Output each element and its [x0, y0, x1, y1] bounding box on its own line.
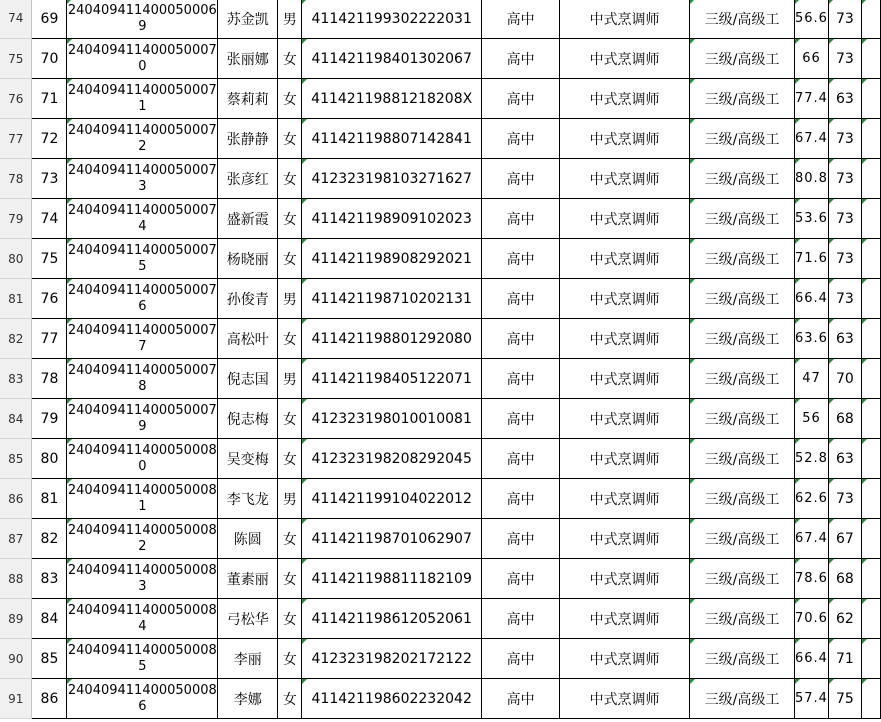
cell-seq-no[interactable]: 70	[32, 39, 67, 79]
cell-empty[interactable]	[861, 359, 880, 399]
cell-education[interactable]: 高中	[482, 39, 560, 79]
row-header[interactable]: 90	[0, 639, 32, 679]
cell-exam-id[interactable]: 2404094114000500075	[67, 239, 218, 279]
cell-skill-score[interactable]: 63	[828, 439, 861, 479]
cell-education[interactable]: 高中	[482, 559, 560, 599]
cell-exam-id[interactable]: 2404094114000500078	[67, 359, 218, 399]
cell-name[interactable]: 杨晓丽	[218, 239, 278, 279]
cell-level[interactable]: 三级/高级工	[690, 479, 795, 519]
cell-gender[interactable]: 女	[278, 599, 302, 639]
cell-empty[interactable]	[861, 159, 880, 199]
cell-occupation[interactable]: 中式烹调师	[560, 0, 690, 39]
row-header[interactable]: 80	[0, 239, 32, 279]
cell-theory-score[interactable]: 52.8	[794, 439, 828, 479]
cell-id-number[interactable]: 411421198811182109	[302, 559, 482, 599]
cell-skill-score[interactable]: 73	[828, 239, 861, 279]
cell-name[interactable]: 张静静	[218, 119, 278, 159]
row-header[interactable]: 74	[0, 0, 32, 39]
cell-id-number[interactable]: 411421199104022012	[302, 479, 482, 519]
cell-empty[interactable]	[861, 79, 880, 119]
table-row	[0, 399, 881, 439]
cell-seq-no[interactable]: 86	[32, 679, 67, 719]
cell-id-number[interactable]: 411421199302222031	[302, 0, 482, 39]
table-row	[0, 439, 881, 479]
cell-gender[interactable]: 女	[278, 119, 302, 159]
cell-theory-score[interactable]: 67.4	[794, 119, 828, 159]
cell-seq-no[interactable]: 69	[32, 0, 67, 39]
table-row	[0, 199, 881, 239]
cell-education[interactable]: 高中	[482, 239, 560, 279]
cell-seq-no[interactable]: 83	[32, 559, 67, 599]
row-header[interactable]: 91	[0, 679, 32, 719]
cell-gender[interactable]: 女	[278, 399, 302, 439]
cell-name[interactable]: 倪志国	[218, 359, 278, 399]
cell-skill-score[interactable]: 62	[828, 599, 861, 639]
cell-education[interactable]: 高中	[482, 479, 560, 519]
cell-empty[interactable]	[861, 39, 880, 79]
cell-theory-score[interactable]: 77.4	[794, 79, 828, 119]
cell-gender[interactable]: 男	[278, 479, 302, 519]
cell-exam-id[interactable]: 2404094114000500073	[67, 159, 218, 199]
cell-level[interactable]: 三级/高级工	[690, 279, 795, 319]
cell-occupation[interactable]: 中式烹调师	[560, 199, 690, 239]
cell-education[interactable]: 高中	[482, 359, 560, 399]
cell-gender[interactable]: 女	[278, 239, 302, 279]
row-header[interactable]: 89	[0, 599, 32, 639]
table-row	[0, 679, 881, 719]
cell-skill-score[interactable]: 63	[828, 319, 861, 359]
table-row	[0, 79, 881, 119]
cell-occupation[interactable]: 中式烹调师	[560, 479, 690, 519]
cell-exam-id[interactable]: 2404094114000500083	[67, 559, 218, 599]
cell-exam-id[interactable]: 2404094114000500077	[67, 319, 218, 359]
cell-name[interactable]: 苏金凯	[218, 0, 278, 39]
cell-exam-id[interactable]: 2404094114000500085	[67, 639, 218, 679]
cell-theory-score[interactable]: 66.4	[794, 279, 828, 319]
cell-seq-no[interactable]: 81	[32, 479, 67, 519]
cell-seq-no[interactable]: 72	[32, 119, 67, 159]
cell-empty[interactable]	[861, 479, 880, 519]
cell-name[interactable]: 张丽娜	[218, 39, 278, 79]
cell-empty[interactable]	[861, 439, 880, 479]
cell-id-number[interactable]: 411421198801292080	[302, 319, 482, 359]
cell-occupation[interactable]: 中式烹调师	[560, 599, 690, 639]
cell-skill-score[interactable]: 75	[828, 679, 861, 719]
cell-gender[interactable]: 女	[278, 559, 302, 599]
cell-empty[interactable]	[861, 639, 880, 679]
cell-level[interactable]: 三级/高级工	[690, 199, 795, 239]
cell-id-number[interactable]: 412323198208292045	[302, 439, 482, 479]
table-row	[0, 599, 881, 639]
cell-id-number[interactable]: 411421198710202131	[302, 279, 482, 319]
cell-skill-score[interactable]: 73	[828, 39, 861, 79]
cell-level[interactable]: 三级/高级工	[690, 439, 795, 479]
cell-skill-score[interactable]: 68	[828, 559, 861, 599]
cell-occupation[interactable]: 中式烹调师	[560, 39, 690, 79]
row-header[interactable]: 82	[0, 319, 32, 359]
cell-level[interactable]: 三级/高级工	[690, 119, 795, 159]
row-header[interactable]: 87	[0, 519, 32, 559]
cell-empty[interactable]	[861, 599, 880, 639]
cell-gender[interactable]: 女	[278, 199, 302, 239]
cell-empty[interactable]	[861, 0, 880, 39]
cell-seq-no[interactable]: 78	[32, 359, 67, 399]
cell-gender[interactable]: 男	[278, 279, 302, 319]
row-header[interactable]: 86	[0, 479, 32, 519]
cell-skill-score[interactable]: 73	[828, 199, 861, 239]
table-row	[0, 319, 881, 359]
cell-occupation[interactable]: 中式烹调师	[560, 439, 690, 479]
cell-theory-score[interactable]: 71.6	[794, 239, 828, 279]
cell-name[interactable]: 吴变梅	[218, 439, 278, 479]
cell-skill-score[interactable]: 73	[828, 479, 861, 519]
cell-name[interactable]: 李丽	[218, 639, 278, 679]
cell-theory-score[interactable]: 57.4	[794, 679, 828, 719]
cell-empty[interactable]	[861, 519, 880, 559]
cell-occupation[interactable]: 中式烹调师	[560, 559, 690, 599]
cell-theory-score[interactable]: 62.6	[794, 479, 828, 519]
cell-name[interactable]: 倪志梅	[218, 399, 278, 439]
cell-exam-id[interactable]: 2404094114000500070	[67, 39, 218, 79]
cell-seq-no[interactable]: 80	[32, 439, 67, 479]
cell-theory-score[interactable]: 63.6	[794, 319, 828, 359]
table-row	[0, 479, 881, 519]
cell-empty[interactable]	[861, 559, 880, 599]
cell-education[interactable]: 高中	[482, 79, 560, 119]
cell-occupation[interactable]: 中式烹调师	[560, 79, 690, 119]
cell-exam-id[interactable]: 2404094114000500086	[67, 679, 218, 719]
table-row	[0, 239, 881, 279]
cell-exam-id[interactable]: 2404094114000500080	[67, 439, 218, 479]
row-header[interactable]: 76	[0, 79, 32, 119]
cell-empty[interactable]	[861, 279, 880, 319]
cell-skill-score[interactable]: 70	[828, 359, 861, 399]
cell-occupation[interactable]: 中式烹调师	[560, 359, 690, 399]
cell-theory-score[interactable]: 56.6	[794, 0, 828, 39]
cell-gender[interactable]: 女	[278, 639, 302, 679]
cell-theory-score[interactable]: 66	[794, 39, 828, 79]
cell-skill-score[interactable]: 73	[828, 279, 861, 319]
cell-id-number[interactable]: 411421198401302067	[302, 39, 482, 79]
cell-education[interactable]: 高中	[482, 439, 560, 479]
cell-education[interactable]: 高中	[482, 319, 560, 359]
cell-id-number[interactable]: 411421198701062907	[302, 519, 482, 559]
row-header[interactable]: 77	[0, 119, 32, 159]
row-header[interactable]: 79	[0, 199, 32, 239]
table-row	[0, 639, 881, 679]
cell-gender[interactable]: 女	[278, 679, 302, 719]
cell-theory-score[interactable]: 78.6	[794, 559, 828, 599]
cell-gender[interactable]: 女	[278, 519, 302, 559]
cell-education[interactable]: 高中	[482, 519, 560, 559]
cell-empty[interactable]	[861, 399, 880, 439]
cell-theory-score[interactable]: 47	[794, 359, 828, 399]
cell-gender[interactable]: 女	[278, 439, 302, 479]
cell-theory-score[interactable]: 56	[794, 399, 828, 439]
cell-education[interactable]: 高中	[482, 639, 560, 679]
cell-id-number[interactable]: 411421198909102023	[302, 199, 482, 239]
cell-occupation[interactable]: 中式烹调师	[560, 399, 690, 439]
row-header[interactable]: 75	[0, 39, 32, 79]
cell-seq-no[interactable]: 85	[32, 639, 67, 679]
cell-level[interactable]: 三级/高级工	[690, 39, 795, 79]
cell-occupation[interactable]: 中式烹调师	[560, 279, 690, 319]
cell-name[interactable]: 孙俊青	[218, 279, 278, 319]
cell-occupation[interactable]: 中式烹调师	[560, 119, 690, 159]
cell-education[interactable]: 高中	[482, 399, 560, 439]
cell-exam-id[interactable]: 2404094114000500082	[67, 519, 218, 559]
cell-exam-id[interactable]: 2404094114000500079	[67, 399, 218, 439]
row-header[interactable]: 84	[0, 399, 32, 439]
cell-level[interactable]: 三级/高级工	[690, 639, 795, 679]
cell-seq-no[interactable]: 75	[32, 239, 67, 279]
cell-skill-score[interactable]: 71	[828, 639, 861, 679]
cell-level[interactable]: 三级/高级工	[690, 599, 795, 639]
cell-level[interactable]: 三级/高级工	[690, 239, 795, 279]
cell-skill-score[interactable]: 73	[828, 0, 861, 39]
cell-seq-no[interactable]: 73	[32, 159, 67, 199]
cell-id-number[interactable]: 411421198602232042	[302, 679, 482, 719]
cell-theory-score[interactable]: 67.4	[794, 519, 828, 559]
table-row	[0, 279, 881, 319]
cell-name[interactable]: 董素丽	[218, 559, 278, 599]
table-row	[0, 559, 881, 599]
cell-theory-score[interactable]: 80.8	[794, 159, 828, 199]
cell-name[interactable]: 高松叶	[218, 319, 278, 359]
cell-name[interactable]: 陈圆	[218, 519, 278, 559]
cell-skill-score[interactable]: 67	[828, 519, 861, 559]
cell-occupation[interactable]: 中式烹调师	[560, 159, 690, 199]
cell-education[interactable]: 高中	[482, 199, 560, 239]
cell-empty[interactable]	[861, 119, 880, 159]
cell-exam-id[interactable]: 2404094114000500071	[67, 79, 218, 119]
cell-gender[interactable]: 女	[278, 159, 302, 199]
cell-skill-score[interactable]: 68	[828, 399, 861, 439]
cell-education[interactable]: 高中	[482, 599, 560, 639]
table-row	[0, 519, 881, 559]
table-row	[0, 159, 881, 199]
cell-id-number[interactable]: 411421198405122071	[302, 359, 482, 399]
cell-skill-score[interactable]: 73	[828, 119, 861, 159]
cell-occupation[interactable]: 中式烹调师	[560, 519, 690, 559]
table-row	[0, 119, 881, 159]
cell-id-number[interactable]: 412323198010010081	[302, 399, 482, 439]
cell-seq-no[interactable]: 84	[32, 599, 67, 639]
cell-seq-no[interactable]: 77	[32, 319, 67, 359]
cell-level[interactable]: 三级/高级工	[690, 159, 795, 199]
cell-seq-no[interactable]: 79	[32, 399, 67, 439]
cell-name[interactable]: 蔡莉莉	[218, 79, 278, 119]
cell-theory-score[interactable]: 66.4	[794, 639, 828, 679]
row-header[interactable]: 81	[0, 279, 32, 319]
cell-level[interactable]: 三级/高级工	[690, 319, 795, 359]
cell-level[interactable]: 三级/高级工	[690, 559, 795, 599]
cell-id-number[interactable]: 412323198103271627	[302, 159, 482, 199]
cell-name[interactable]: 李娜	[218, 679, 278, 719]
cell-empty[interactable]	[861, 319, 880, 359]
row-header[interactable]: 78	[0, 159, 32, 199]
cell-id-number[interactable]: 412323198202172122	[302, 639, 482, 679]
cell-theory-score[interactable]: 53.6	[794, 199, 828, 239]
row-header[interactable]: 85	[0, 439, 32, 479]
cell-gender[interactable]: 女	[278, 319, 302, 359]
cell-seq-no[interactable]: 71	[32, 79, 67, 119]
cell-empty[interactable]	[861, 679, 880, 719]
cell-level[interactable]: 三级/高级工	[690, 399, 795, 439]
cell-id-number[interactable]: 41142119881218208X	[302, 79, 482, 119]
cell-id-number[interactable]: 411421198807142841	[302, 119, 482, 159]
cell-name[interactable]: 李飞龙	[218, 479, 278, 519]
cell-level[interactable]: 三级/高级工	[690, 519, 795, 559]
cell-education[interactable]: 高中	[482, 119, 560, 159]
cell-seq-no[interactable]: 82	[32, 519, 67, 559]
cell-education[interactable]: 高中	[482, 679, 560, 719]
cell-education[interactable]: 高中	[482, 159, 560, 199]
cell-gender[interactable]: 男	[278, 359, 302, 399]
cell-level[interactable]: 三级/高级工	[690, 0, 795, 39]
cell-occupation[interactable]: 中式烹调师	[560, 679, 690, 719]
table-row	[0, 39, 881, 79]
cell-level[interactable]: 三级/高级工	[690, 679, 795, 719]
cell-occupation[interactable]: 中式烹调师	[560, 319, 690, 359]
cell-occupation[interactable]: 中式烹调师	[560, 239, 690, 279]
row-header[interactable]: 83	[0, 359, 32, 399]
cell-skill-score[interactable]: 73	[828, 159, 861, 199]
cell-skill-score[interactable]: 63	[828, 79, 861, 119]
cell-level[interactable]: 三级/高级工	[690, 359, 795, 399]
cell-exam-id[interactable]: 2404094114000500081	[67, 479, 218, 519]
cell-education[interactable]: 高中	[482, 0, 560, 39]
cell-exam-id[interactable]: 2404094114000500069	[67, 0, 218, 39]
cell-theory-score[interactable]: 70.6	[794, 599, 828, 639]
cell-level[interactable]: 三级/高级工	[690, 79, 795, 119]
cell-id-number[interactable]: 411421198612052061	[302, 599, 482, 639]
cell-exam-id[interactable]: 2404094114000500074	[67, 199, 218, 239]
cell-gender[interactable]: 男	[278, 0, 302, 39]
cell-name[interactable]: 张彦红	[218, 159, 278, 199]
cell-name[interactable]: 弓松华	[218, 599, 278, 639]
cell-gender[interactable]: 女	[278, 79, 302, 119]
cell-gender[interactable]: 女	[278, 39, 302, 79]
row-header[interactable]: 88	[0, 559, 32, 599]
cell-empty[interactable]	[861, 199, 880, 239]
cell-name[interactable]: 盛新霞	[218, 199, 278, 239]
cell-seq-no[interactable]: 74	[32, 199, 67, 239]
cell-exam-id[interactable]: 2404094114000500076	[67, 279, 218, 319]
table-row	[0, 359, 881, 399]
cell-id-number[interactable]: 411421198908292021	[302, 239, 482, 279]
cell-education[interactable]: 高中	[482, 279, 560, 319]
cell-exam-id[interactable]: 2404094114000500084	[67, 599, 218, 639]
cell-seq-no[interactable]: 76	[32, 279, 67, 319]
table-row	[0, 0, 881, 39]
cell-empty[interactable]	[861, 239, 880, 279]
cell-occupation[interactable]: 中式烹调师	[560, 639, 690, 679]
cell-exam-id[interactable]: 2404094114000500072	[67, 119, 218, 159]
